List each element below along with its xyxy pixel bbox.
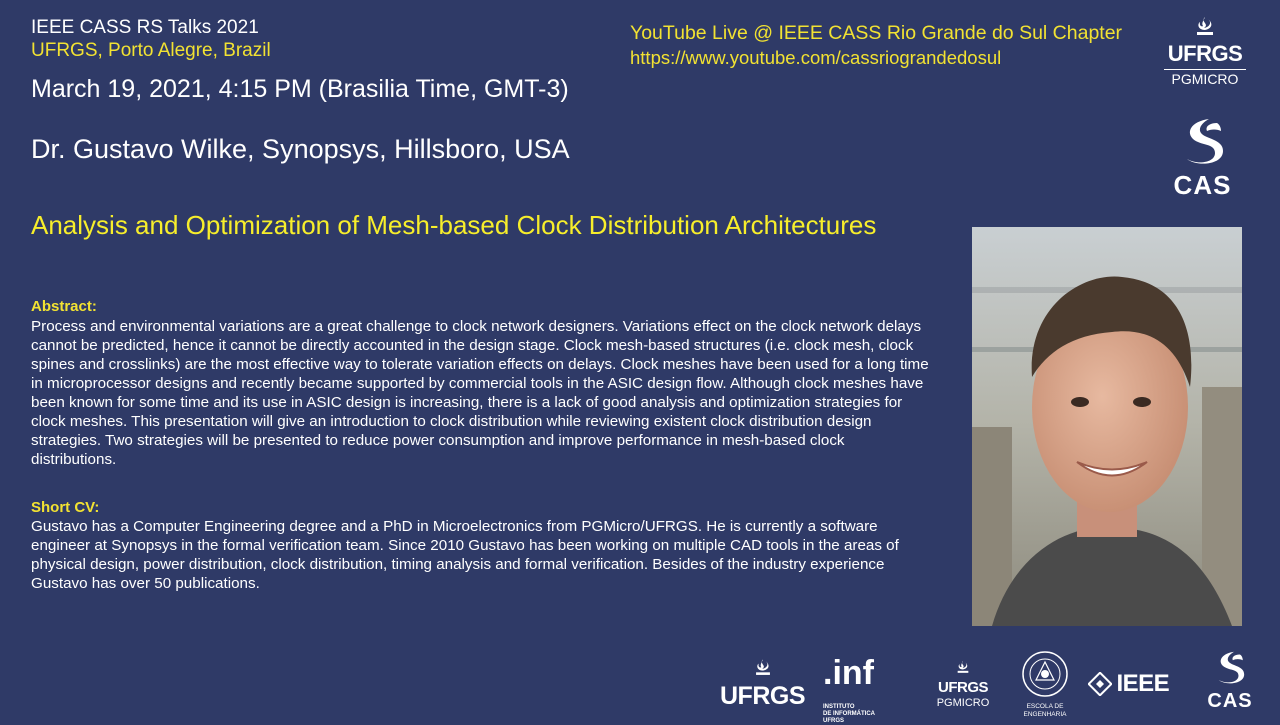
cas-swirl-icon [1213,650,1247,686]
pgmicro-wordmark: PGMICRO [1171,71,1239,87]
escola-engenharia-logo: ESCOLA DE ENGENHARIA [1005,650,1085,719]
cv-label: Short CV: [31,499,100,516]
talk-title: Analysis and Optimization of Mesh-based Clock Distribution Architectures [31,210,877,240]
sponsor-logos [700,648,1260,724]
youtube-url-link[interactable]: https://www.youtube.com/cassriograndedosul [630,47,1002,68]
ufrgs-flame-icon [750,658,776,678]
cv-text: Gustavo has a Computer Engineering degree and a PhD in Microelectronics from PGMicro/UFRGS. He is currently a software engineer at Synopsys in the formal verification team. Since 2010 Gustavo has been working on multiple CAD tools in the areas of physical design, power distribution, clock distribution, timing analysis and formal verification. Besides of the industry experience Gustavo has over 50 publications. [31,518,899,592]
escola-seal-icon [1020,650,1070,698]
cas-swirl-icon [1179,117,1227,167]
cas-logo [1160,117,1245,198]
speaker-photo [972,227,1242,626]
ufrgs-flame-icon [1190,16,1220,38]
abstract-label: Abstract: [31,298,97,315]
ufrgs-pgmicro-logo-bottom: UFRGS PGMICRO [930,660,996,710]
youtube-live-text: YouTube Live @ IEEE CASS Rio Grande do Sul Chapter [630,22,1123,44]
cas-logo-bottom: CAS [1200,650,1260,711]
ufrgs-logo: UFRGS [715,658,810,709]
ufrgs-pgmicro-logo [1160,16,1250,88]
event-date: March 19, 2021, 4:15 PM (Brasilia Time, GMT-3) [31,75,569,103]
cas-wordmark: CAS [1173,170,1232,200]
inf-logo: .inf INSTITUTO DE INFORMÁTICA UFRGS [823,654,875,724]
event-location: UFRGS, Porto Alegre, Brazil [31,40,271,61]
ufrgs-wordmark: UFRGS [1167,41,1243,66]
event-title: IEEE CASS RS Talks 2021 [31,17,259,38]
ieee-logo: IEEE [1088,670,1183,698]
abstract-text: Process and environmental variations are a great challenge to clock network designers. Variations effect on the clock network delays cannot be predicted, hence it cannot be directly accounted in the design stage. Clock mesh-based structures (i.e. clock mesh, clock spines and crosslinks) are the most effective way to tolerate variation effects on delays. Clock meshes have been used for a long time in microprocessor designs and recently became supported by commercial tools in the ASIC design flow. Although clock meshes have been known for some time and its use in ASIC design is increasing, there is a lack of good analysis and optimization strategies for clock meshes. This presentation will give an introduction to clock distribution while reviewing existent clock distribution design strategies. Two strategies will be presented to reduce power consumption and improve performance in mesh-based clock distributions. [31,318,929,468]
speaker-name: Dr. Gustavo Wilke, Synopsys, Hillsboro, USA [31,134,570,164]
ieee-diamond-icon [1088,672,1112,696]
ufrgs-flame-icon [953,660,973,675]
